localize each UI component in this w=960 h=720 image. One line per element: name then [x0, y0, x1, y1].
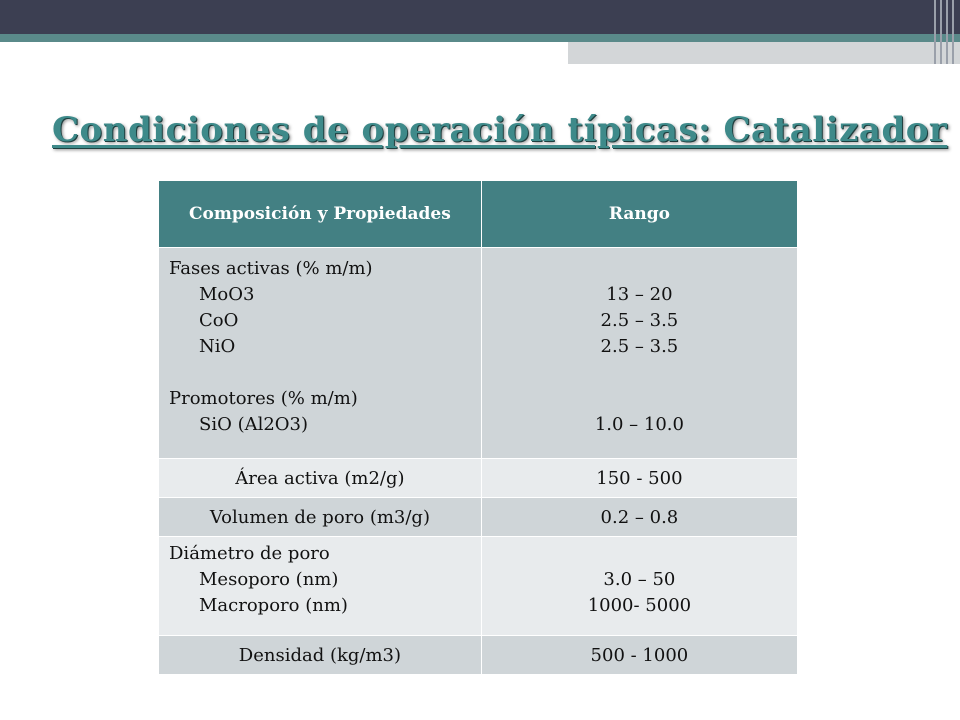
- table-row: [159, 498, 798, 537]
- corner-decorative-lines: [930, 0, 960, 64]
- cell-gap: [492, 256, 787, 282]
- range-cell: [481, 537, 797, 636]
- cell-line: Diámetro de poro: [169, 543, 330, 564]
- cell-line: MoO3: [199, 284, 255, 305]
- range-cell: 150 - 500: [481, 459, 797, 498]
- cell-line: Fases activas (% m/m): [169, 258, 373, 279]
- cell-line: Mesoporo (nm): [199, 569, 339, 590]
- composition-cell: [159, 248, 482, 459]
- composition-cell: Área activa (m2/g): [159, 459, 482, 498]
- cell-line: 2.5 – 3.5: [600, 310, 679, 331]
- cell-line: 2.5 – 3.5: [600, 336, 679, 357]
- cell-line: SiO (Al2O3): [199, 414, 309, 435]
- cell-line: NiO: [199, 336, 236, 357]
- cell-line: Promotores (% m/m): [169, 388, 358, 409]
- cell-line: CoO: [199, 310, 239, 331]
- cell-line: 1000- 5000: [587, 595, 692, 616]
- table-header-row: [159, 181, 798, 248]
- composition-cell: Volumen de poro (m3/g): [159, 498, 482, 537]
- cell-gap: [492, 360, 787, 386]
- header-range: Rango: [481, 181, 797, 248]
- header-gray-block: [568, 42, 960, 64]
- composition-cell: Densidad (kg/m3): [159, 636, 482, 675]
- header-composition: Composición y Propiedades: [159, 181, 482, 248]
- cell-line: 13 – 20: [606, 284, 673, 305]
- top-accent-stripe: [0, 34, 960, 42]
- catalyst-properties-table: [158, 180, 798, 675]
- table-row: [159, 459, 798, 498]
- cell-line: 3.0 – 50: [603, 569, 676, 590]
- cell-line: Macroporo (nm): [199, 595, 348, 616]
- slide-title: Condiciones de operación típicas: Catalizador: [52, 110, 948, 150]
- table-row: [159, 537, 798, 636]
- range-cell: 0.2 – 0.8: [481, 498, 797, 537]
- range-cell: [481, 248, 797, 459]
- cell-gap: [492, 541, 787, 567]
- range-cell: 500 - 1000: [481, 636, 797, 675]
- table-row: [159, 636, 798, 675]
- cell-gap: [169, 360, 471, 386]
- top-decorative-bar: [0, 0, 960, 34]
- cell-gap: [492, 386, 787, 412]
- cell-line: 1.0 – 10.0: [594, 414, 684, 435]
- composition-cell: [159, 537, 482, 636]
- table-row: [159, 248, 798, 459]
